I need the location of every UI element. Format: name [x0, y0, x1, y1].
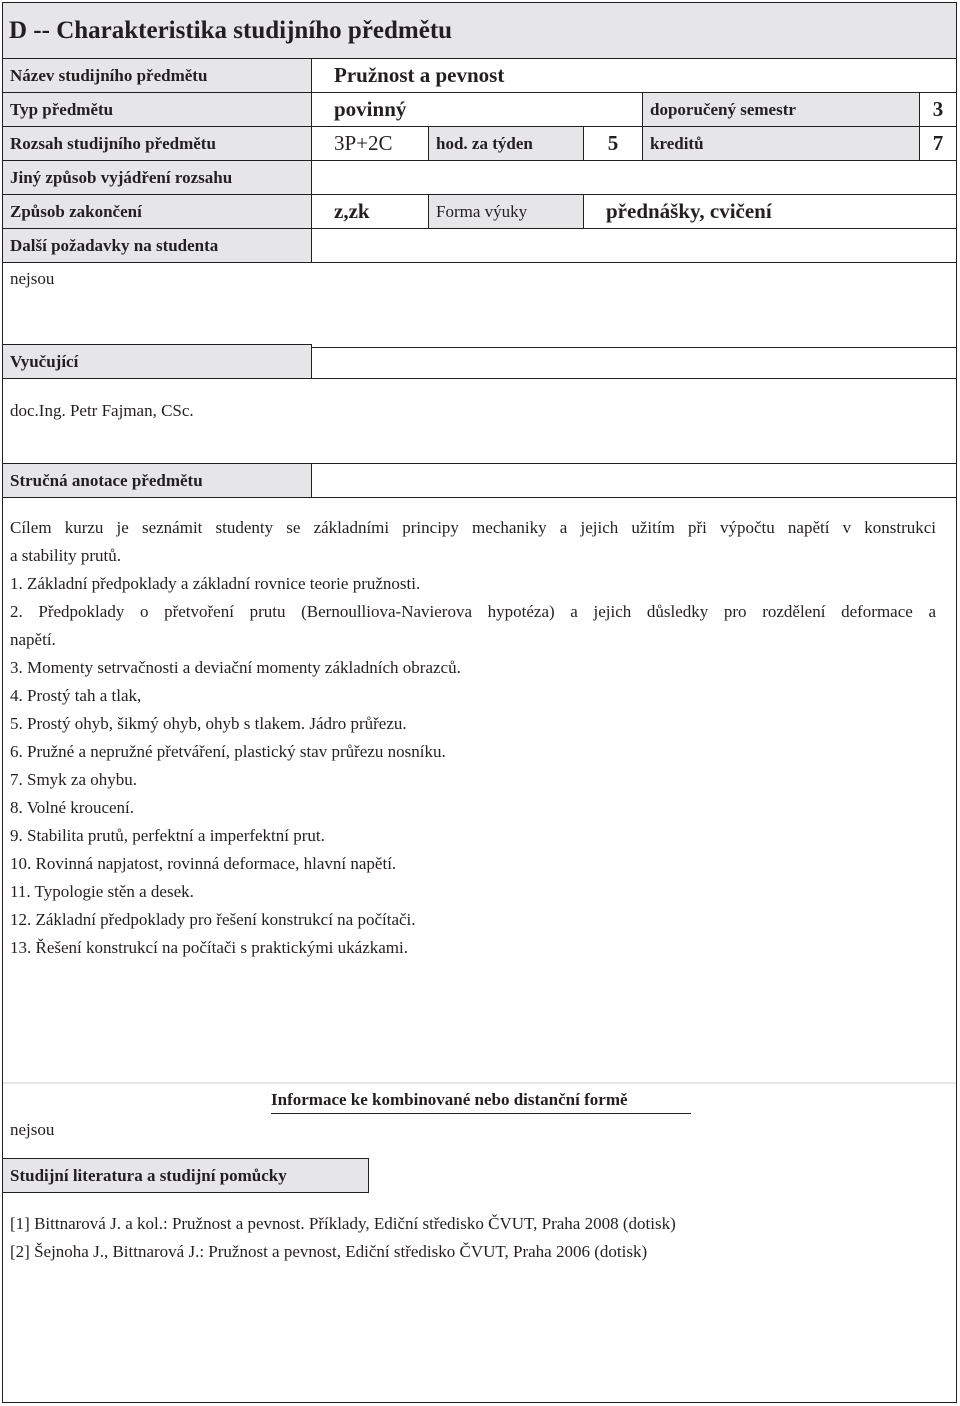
annotation-item: 13. Řešení konstrukcí na počítači s praktickými ukázkami. — [10, 938, 408, 957]
completion-value: z,zk — [311, 194, 429, 229]
teachers-label: Vyučující — [2, 344, 312, 379]
hours-label: hod. za týden — [428, 126, 584, 161]
literature-body — [2, 1193, 957, 1403]
distance-label: Informace ke kombinované nebo distanční formě — [271, 1086, 691, 1114]
annotation-item: 12. Základní předpoklady pro řešení konstrukcí na počítači. — [10, 910, 416, 929]
requirements-label: Další požadavky na studenta — [2, 228, 312, 263]
requirements-value: nejsou — [2, 262, 957, 348]
other-scope-label: Jiný způsob vyjádření rozsahu — [2, 160, 312, 195]
literature-ref: [1] Bittnarová J. a kol.: Pružnost a pevnost. Příklady, Ediční středisko ČVUT, Praha 2008 (dotisk) — [10, 1214, 676, 1233]
annotation-item: 9. Stabilita prutů, perfektní a imperfektní prut. — [10, 826, 325, 845]
annotation-item: 11. Typologie stěn a desek. — [10, 882, 194, 901]
distance-section — [2, 1082, 957, 1162]
form-label: Forma výuky — [428, 194, 584, 229]
semester-value: 3 — [919, 92, 957, 127]
type-label: Typ předmětu — [2, 92, 312, 127]
completion-label: Způsob zakončení — [2, 194, 312, 229]
scope-value: 3P+2C — [311, 126, 429, 161]
annotation-item: 3. Momenty setrvačnosti a deviační momenty základních obrazců. — [10, 658, 461, 677]
annotation-item: 8. Volné kroucení. — [10, 798, 135, 817]
teachers-value: doc.Ing. Petr Fajman, CSc. — [2, 378, 957, 464]
form-value: přednášky, cvičení — [583, 194, 957, 229]
course-name-label: Název studijního předmětu — [2, 58, 312, 93]
credits-value: 7 — [919, 126, 957, 161]
semester-label: doporučený semestr — [642, 92, 920, 127]
scope-label: Rozsah studijního předmětu — [2, 126, 312, 161]
distance-value: nejsou — [10, 1120, 55, 1139]
annotation-intro: Cílem kurzu je seznámit studenty se základními principy mechaniky a jejich užitím při výpočtu napětí v konstrukci — [10, 518, 936, 537]
annotation-intro-cont: a stability prutů. — [10, 546, 121, 565]
type-value: povinný — [311, 92, 643, 127]
annotation-item: 4. Prostý tah a tlak, — [10, 686, 142, 705]
annotation-body — [2, 497, 957, 1083]
annotation-item: 2. Předpoklady o přetvoření prutu (Bernoulliova-Navierova hypotéza) a jejich důsledky pro rozdělení deformace a — [10, 602, 936, 621]
hours-value: 5 — [583, 126, 643, 161]
literature-label: Studijní literatura a studijní pomůcky — [2, 1158, 369, 1193]
other-scope-value — [311, 160, 957, 195]
annotation-label: Stručná anotace předmětu — [2, 463, 312, 498]
annotation-item: 10. Rovinná napjatost, rovinná deformace, hlavní napětí. — [10, 854, 397, 873]
annotation-item: 5. Prostý ohyb, šikmý ohyb, ohyb s tlakem. Jádro průřezu. — [10, 714, 407, 733]
annotation-item: 6. Pružné a nepružné přetváření, plastický stav průřezu nosníku. — [10, 742, 446, 761]
requirements-spacer — [311, 228, 957, 263]
annotation-item: 7. Smyk za ohybu. — [10, 770, 138, 789]
course-name-value: Pružnost a pevnost — [311, 58, 957, 93]
credits-label: kreditů — [642, 126, 920, 161]
annotation-item: 1. Základní předpoklady a základní rovnice teorie pružnosti. — [10, 574, 421, 593]
annotation-item-cont: napětí. — [10, 630, 56, 649]
course-sheet — [2, 2, 957, 1403]
page-title: D -- Charakteristika studijního předmětu — [2, 2, 957, 59]
literature-ref: [2] Šejnoha J., Bittnarová J.: Pružnost a pevnost, Ediční středisko ČVUT, Praha 2006 (dotisk) — [10, 1242, 648, 1261]
